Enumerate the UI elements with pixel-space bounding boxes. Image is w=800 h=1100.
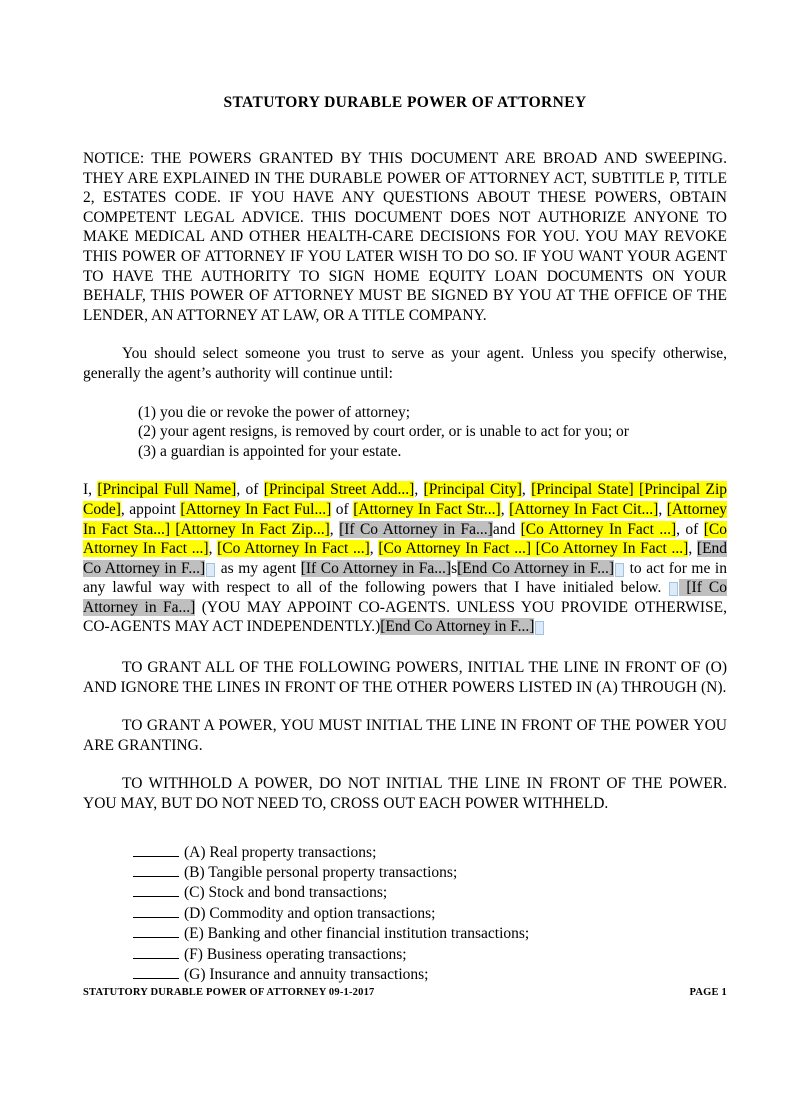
power-label: (G) Insurance and annuity transactions; — [184, 966, 429, 984]
field-marker — [535, 621, 544, 635]
field-marker — [615, 563, 624, 577]
footer-page-number: PAGE 1 — [689, 987, 727, 998]
grant-power-paragraph: TO GRANT A POWER, YOU MUST INITIAL THE LINE IN FRONT OF THE POWER YOU ARE GRANTING. — [83, 717, 727, 754]
initial-blank-line[interactable] — [133, 862, 179, 877]
withhold-power-paragraph: TO WITHHOLD A POWER, DO NOT INITIAL THE LINE IN FRONT OF THE POWER. YOU MAY, BUT DO NOT NEED TO, CROSS OUT EACH POWER WITHHELD. — [83, 775, 727, 813]
merge-field[interactable]: [Principal Full Name] — [97, 481, 237, 499]
power-item — [133, 842, 727, 862]
text-run: , — [414, 481, 424, 499]
text-run: (YOU MAY APPOINT CO-AGENTS. UNLESS YOU PROVIDE OTHERWISE, CO-AGENTS MAY ACT INDEPENDENTLY.) — [83, 598, 727, 636]
select-agent-paragraph: You should select someone you trust to serve as your agent. Unless you specify otherwise, generally the agent’s authority will continue until: — [83, 345, 727, 382]
text-run: , — [369, 540, 379, 558]
conditional-field[interactable]: [End Co Attorney in F...] — [457, 559, 615, 577]
text-run: , — [208, 540, 218, 558]
merge-field[interactable]: [Co Attorney In Fact ...] — [520, 520, 677, 538]
initial-blank-line[interactable] — [133, 903, 179, 918]
page-footer — [83, 987, 727, 998]
power-label: (B) Tangible personal property transactions; — [184, 864, 458, 882]
initial-blank-line[interactable] — [133, 964, 179, 979]
power-label: (E) Banking and other financial institution transactions; — [184, 925, 530, 943]
initial-blank-line[interactable] — [133, 944, 179, 959]
merge-field[interactable]: [Attorney In Fact Ful...] — [180, 500, 332, 518]
merge-field[interactable]: [Attorney In Fact Sta...] [Attorney In Fact Zip...] — [83, 500, 727, 538]
text-run: , — [521, 481, 532, 499]
merge-field[interactable]: [Principal City] — [423, 481, 522, 499]
list-item: (3) a guardian is appointed for your estate. — [138, 442, 402, 460]
document-title: STATUTORY DURABLE POWER OF ATTORNEY — [223, 94, 587, 111]
merge-field[interactable]: [Co Attorney In Fact ...] — [217, 540, 370, 558]
power-label: (A) Real property transactions; — [184, 843, 377, 861]
merge-field[interactable]: [Attorney In Fact Cit...] — [509, 500, 659, 518]
power-item — [133, 923, 727, 943]
text-run: I, — [83, 481, 98, 499]
text-run: , — [329, 520, 340, 538]
power-item — [133, 903, 727, 923]
merge-field[interactable]: [Principal State] [Principal Zip Code] — [83, 481, 728, 518]
grant-all-paragraph: TO GRANT ALL OF THE FOLLOWING POWERS, INITIAL THE LINE IN FRONT OF (O) AND IGNORE THE LINES IN FRONT OF THE OTHER POWERS LISTED IN (A) THROUGH (N). — [83, 659, 727, 696]
text-run: , appoint — [120, 500, 181, 518]
merge-field[interactable]: [Attorney In Fact Str...] — [353, 500, 501, 518]
power-item — [133, 882, 727, 902]
merge-field[interactable]: [Co Attorney In Fact ...] [Co Attorney In Fact ...] — [378, 540, 689, 558]
power-label: (F) Business operating transactions; — [184, 945, 407, 963]
initial-blank-line[interactable] — [133, 882, 179, 897]
conditional-field[interactable]: [End Co Attorney in F...] — [380, 618, 535, 636]
text-run: and — [492, 520, 521, 538]
text-run: s — [451, 559, 458, 577]
merge-field[interactable]: [Principal Street Add...] — [263, 481, 415, 499]
field-marker — [669, 582, 678, 596]
power-item — [133, 964, 727, 984]
appointment-paragraph — [83, 480, 727, 637]
power-label: (D) Commodity and option transactions; — [184, 904, 436, 922]
conditional-field[interactable]: [If Co Attorney in Fa...] — [339, 520, 493, 538]
field-marker — [206, 563, 215, 577]
text-run: as my agent — [216, 559, 301, 577]
document-body — [83, 94, 727, 984]
text-run: , — [658, 500, 667, 518]
text-run: , — [688, 540, 697, 558]
conditional-field[interactable]: [End Co Attorney in F...] — [83, 540, 728, 577]
merge-field[interactable]: [Co Attorney In Fact ...] — [83, 520, 727, 558]
power-item — [133, 862, 727, 882]
initial-blank-line[interactable] — [133, 923, 179, 938]
text-run: , — [500, 500, 510, 518]
power-item — [133, 944, 727, 964]
text-run: to act for me in any lawful way with respect to all of the following powers that I have initialed below. — [83, 559, 727, 597]
conditional-field[interactable]: [If Co Attorney in Fa...] — [300, 559, 452, 577]
text-run: , of — [676, 520, 704, 538]
termination-conditions-list — [138, 403, 727, 462]
notice-paragraph: NOTICE: THE POWERS GRANTED BY THIS DOCUMENT ARE BROAD AND SWEEPING. THEY ARE EXPLAINED IN THE DURABLE POWER OF ATTORNEY ACT, SUBTITLE P, TITLE 2, ESTATES CODE. IF YOU HAVE ANY QUESTIONS ABOUT THESE POWERS, OBTAIN COMPETENT LEGAL ADVICE. THIS DOCUMENT DOES NOT AUTHORIZE ANYONE TO MAKE MEDICAL AND OTHER HEALTH-CARE DECISIONS FOR YOU. YOU MAY REVOKE THIS POWER OF ATTORNEY IF YOU LATER WISH TO DO SO. IF YOU WANT YOUR AGENT TO HAVE THE AUTHORITY TO SIGN HOME EQUITY LOAN DOCUMENTS ON YOUR BEHALF, THIS POWER OF ATTORNEY MUST BE SIGNED BY YOU AT THE OFFICE OF THE LENDER, AN ATTORNEY AT LAW, OR A TITLE COMPANY. — [83, 150, 727, 324]
power-label: (C) Stock and bond transactions; — [184, 884, 388, 902]
initial-blank-line[interactable] — [133, 842, 179, 857]
text-run: of — [331, 500, 354, 518]
list-item: (1) you die or revoke the power of attorney; — [138, 403, 411, 421]
footer-document-name: STATUTORY DURABLE POWER OF ATTORNEY 09-1-2017 — [83, 987, 375, 998]
conditional-field[interactable]: [If Co Attorney in Fa...] — [83, 579, 727, 616]
text-run: , of — [236, 481, 264, 499]
powers-list — [133, 842, 727, 985]
list-item: (2) your agent resigns, is removed by court order, or is unable to act for you; or — [138, 423, 629, 441]
